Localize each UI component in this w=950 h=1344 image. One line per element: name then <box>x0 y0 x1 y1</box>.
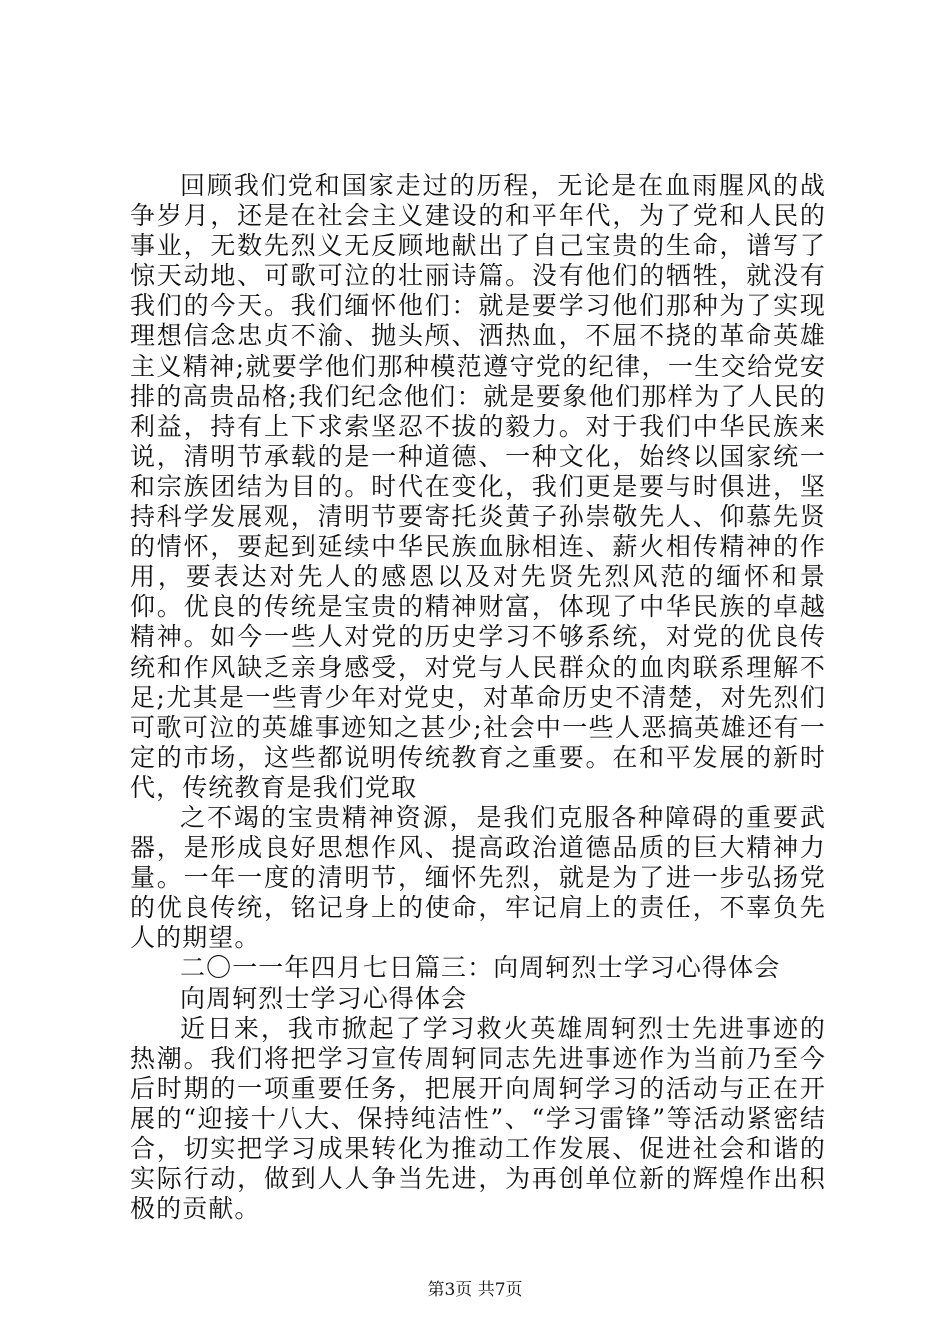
paragraph: 回顾我们党和国家走过的历程，无论是在血雨腥风的战争岁月，还是在社会主义建设的和平年代，为了党和人民的事业，无数先烈义无反顾地献出了自己宝贵的生命，谱写了惊天动地、可歌可泣的壮丽诗篇。没有他们的牺牲，就没有我们的今天。我们缅怀他们：就是要学习他们那种为了实现理想信念忠贞不渝、抛头颅、洒热血，不屈不挠的革命英雄主义精神;就要学他们那种模范遵守党的纪律，一生交给党安排的高贵品格;我们纪念他们：就是要象他们那样为了人民的利益，持有上下求索坚忍不拔的毅力。对于我们中华民族来说，清明节承载的是一种道德、一种文化，始终以国家统一和宗族团结为目的。时代在变化，我们更是要与时俱进，坚持科学发展观，清明节要寄托炎黄子孙崇敬先人、仰慕先贤的情怀，要起到延续中华民族血脉相连、薪火相传精神的作用，要表达对先人的感恩以及对先贤先烈风范的缅怀和景仰。优良的传统是宝贵的精神财富，体现了中华民族的卓越精神。如今一些人对党的历史学习不够系统，对党的优良传统和作风缺乏亲身感受，对党与人民群众的血肉联系理解不足;尤其是一些青少年对党史，对革命历史不清楚，对先烈们可歌可泣的英雄事迹知之甚少;社会中一些人恶搞英雄还有一定的市场，这些都说明传统教育之重要。在和平发展的新时代，传统教育是我们党取 <box>130 171 826 802</box>
section-heading: 二〇一一年四月七日篇三：向周轲烈士学习心得体会 <box>180 953 781 983</box>
page-number: 第3页 共7页 <box>427 1280 523 1300</box>
document-body <box>130 171 826 1224</box>
paragraph: 近日来，我市掀起了学习救火英雄周轲烈士先进事迹的热潮。我们将把学习宣传周轲同志先进事迹作为当前乃至今后时期的一项重要任务，把展开向周轲学习的活动与正在开展的“迎接十八大、保持纯洁性”、“学习雷锋”等活动紧密结合，切实把学习成果转化为推动工作发展、促进社会和谐的实际行动，做到人人争当先进，为再创单位新的辉煌作出积极的贡献。 <box>130 1013 826 1224</box>
paragraph: 之不竭的宝贵精神资源，是我们克服各种障碍的重要武器，是形成良好思想作风、提高政治道德品质的巨大精神力量。一年一度的清明节，缅怀先烈，就是为了进一步弘扬党的优良传统，铭记身上的使命，牢记肩上的责任，不辜负先人的期望。 <box>130 802 826 953</box>
section-title: 向周轲烈士学习心得体会 <box>180 983 468 1013</box>
